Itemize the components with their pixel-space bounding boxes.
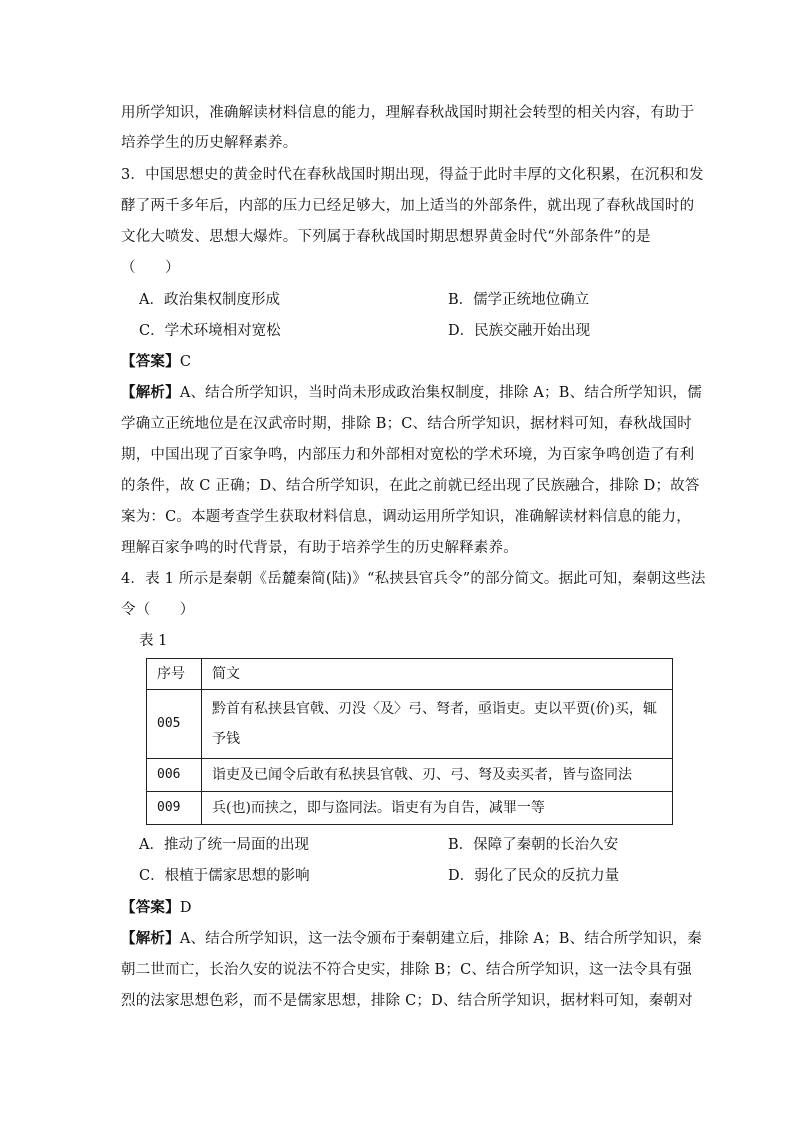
question-3-analysis-line-4: 的条件，故 C 正确；D、结合所学知识，在此之前就已经出现了民族融合，排除 D；故答 bbox=[121, 478, 700, 494]
table-row bbox=[147, 759, 673, 792]
question-3-line-2: 酵了两千多年后，内部的压力已经足够大，加上适当的外部条件，就出现了春秋战国时的 bbox=[121, 198, 695, 214]
question-4-line-2: 令（ ） bbox=[121, 602, 195, 618]
question-4-option-d: D．弱化了民众的反抗力量 bbox=[448, 868, 620, 884]
table-caption: 表 1 bbox=[139, 633, 168, 649]
question-3-analysis-line-2: 学确立正统地位是在汉武帝时期，排除 B；C、结合所学知识，据材料可知，春秋战国时 bbox=[121, 416, 692, 432]
question-3-analysis-line-3: 期，中国出现了百家争鸣，内部压力和外部相对宽松的学术环境，为百家争鸣创造了有利 bbox=[121, 447, 695, 463]
question-4-option-c: C．根植于儒家思想的影响 bbox=[139, 868, 310, 884]
answer-value: D bbox=[179, 900, 192, 916]
question-4-analysis-line-1 bbox=[121, 929, 702, 949]
question-4-answer bbox=[121, 898, 681, 918]
answer-label: 【答案】 bbox=[121, 353, 180, 370]
table-header-no: 序号 bbox=[147, 659, 202, 690]
table-header-row bbox=[147, 659, 673, 690]
question-4-option-a: A．推动了统一局面的出现 bbox=[139, 837, 309, 853]
question-3-option-d: D．民族交融开始出现 bbox=[448, 323, 591, 339]
table-cell-no: 009 bbox=[147, 792, 202, 825]
analysis-label: 【解析】 bbox=[121, 384, 180, 401]
table-row bbox=[147, 690, 673, 759]
question-3-analysis-line-5: 案为：C。本题考查学生获取材料信息，调动运用所学知识，准确解读材料信息的能力， bbox=[121, 509, 691, 525]
table-cell-no: 005 bbox=[147, 690, 202, 759]
intro-line-1: 用所学知识，准确解读材料信息的能力，理解春秋战国时期社会转型的相关内容，有助于 bbox=[121, 105, 695, 121]
answer-value: C bbox=[179, 354, 192, 370]
question-3-analysis-line-6: 理解百家争鸣的时代背景，有助于培养学生的历史解释素养。 bbox=[121, 540, 518, 556]
table-cell-no: 006 bbox=[147, 759, 202, 792]
question-3-answer bbox=[121, 352, 681, 372]
answer-label: 【答案】 bbox=[121, 899, 180, 916]
table-cell-text: 诣吏及已闻令后敢有私挟县官戟、刃、弓、弩及卖买者，皆与盗同法 bbox=[202, 759, 673, 792]
question-3-paren: （ ） bbox=[121, 260, 180, 276]
analysis-label: 【解析】 bbox=[121, 930, 180, 947]
question-3-option-a: A．政治集权制度形成 bbox=[139, 292, 280, 308]
table-cell-text: 黔首有私挟县官戟、刃没〈及〉弓、弩者，亟诣吏。吏以平贾(价)买，辄予钱 bbox=[202, 690, 673, 759]
analysis-text: A、结合所学知识，这一法令颁布于秦朝建立后，排除 A；B、结合所学知识，秦 bbox=[179, 931, 702, 947]
intro-line-2: 培养学生的历史解释素养。 bbox=[121, 135, 298, 151]
table-row bbox=[147, 792, 673, 825]
question-3-line-1: 3．中国思想史的黄金时代在春秋战国时期出现，得益于此时丰厚的文化积累，在沉积和发 bbox=[121, 167, 704, 183]
question-3-analysis-line-1 bbox=[121, 383, 702, 403]
question-4-line-1: 4．表 1 所示是秦朝《岳麓秦简(陆)》“私挟县官兵令”的部分简文。据此可知，秦朝这些法 bbox=[121, 571, 706, 587]
bamboo-slip-table bbox=[146, 658, 673, 825]
table-header-text: 简文 bbox=[202, 659, 673, 690]
question-3-option-c: C．学术环境相对宽松 bbox=[139, 323, 281, 339]
table-cell-text: 兵(也)而挟之，即与盗同法。诣吏有为自告，减罪一等 bbox=[202, 792, 673, 825]
analysis-text: A、结合所学知识，当时尚未形成政治集权制度，排除 A；B、结合所学知识，儒 bbox=[179, 385, 702, 401]
question-4-option-b: B．保障了秦朝的长治久安 bbox=[448, 837, 619, 853]
question-3-line-3: 文化大喷发、思想大爆炸。下列属于春秋战国时期思想界黄金时代“外部条件”的是 bbox=[121, 229, 651, 245]
question-3-option-b: B．儒学正统地位确立 bbox=[448, 292, 590, 308]
question-4-analysis-line-3: 烈的法家思想色彩，而不是儒家思想，排除 C；D、结合所学知识，据材料可知，秦朝对 bbox=[121, 993, 693, 1009]
question-4-analysis-line-2: 朝二世而亡，长治久安的说法不符合史实，排除 B；C、结合所学知识，这一法令具有强 bbox=[121, 962, 692, 978]
